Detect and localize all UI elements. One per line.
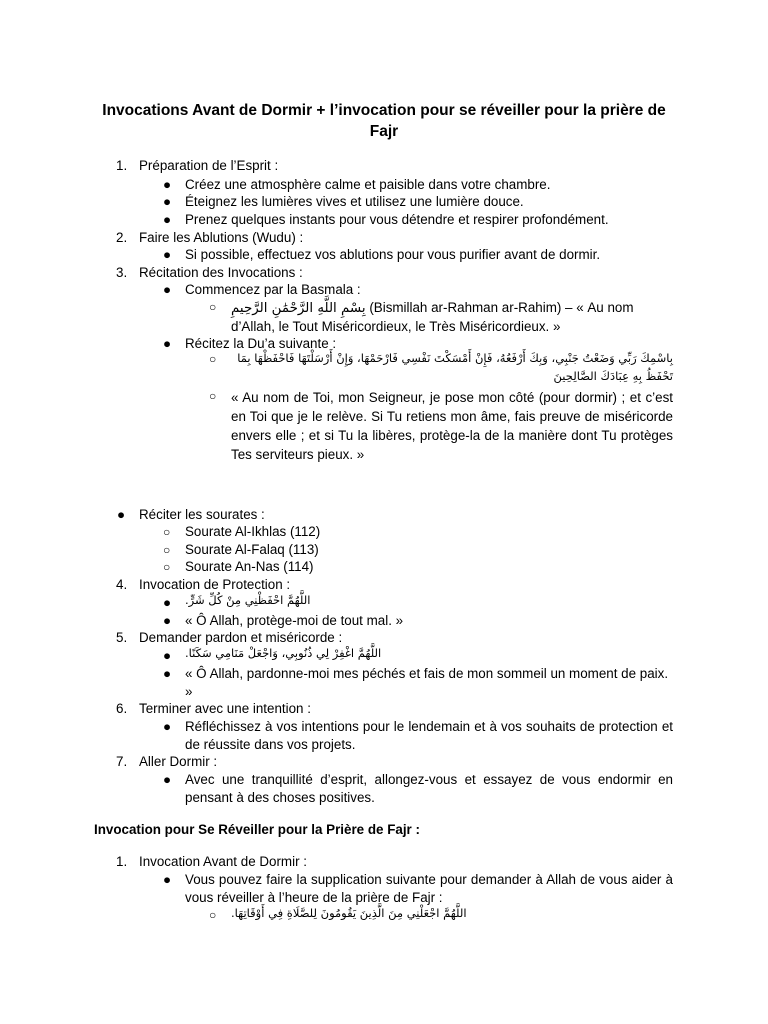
s5-translation: « Ô Allah, pardonne-moi mes péchés et fais de mon sommeil un moment de paix. » bbox=[185, 666, 669, 699]
basmala-arabic: بِسْمِ اللَّهِ الرَّحْمَٰنِ الرَّحِيمِ bbox=[231, 301, 366, 316]
circle-bullet-icon: ○ bbox=[209, 352, 217, 366]
sourate-item: Sourate Al-Falaq (113) bbox=[185, 542, 319, 557]
s1-item: Prenez quelques instants pour vous détendre et respirer profondément. bbox=[185, 212, 609, 227]
s7-heading: Aller Dormir : bbox=[139, 754, 218, 769]
bullet-icon: ● bbox=[117, 507, 126, 522]
fajr-arabic: اللَّهُمَّ اجْعَلْنِي مِنَ الَّذِينَ يَقُومُونَ لِلصَّلَاةِ فِي أَوْقَاتِهَا. bbox=[231, 906, 467, 920]
s2-number: 2. bbox=[116, 230, 128, 245]
bullet-icon: ● bbox=[163, 212, 172, 227]
s4-number: 4. bbox=[116, 577, 128, 592]
s7-item: Avec une tranquillité d’esprit, allongez-vous et essayez de vous endormir en pensant à des choses positives. bbox=[185, 772, 673, 805]
dua-translation: « Au nom de Toi, mon Seigneur, je pose mon côté (pour dormir) ; et c’est en Toi que je le relève. Si Tu retiens mon âme, fais preuve de miséricorde envers elle ; et si Tu la libères, protège-la de la manière dont Tu protèges Tes serviteurs pieux. » bbox=[231, 390, 673, 462]
s6-number: 6. bbox=[116, 701, 128, 716]
basmala-paragraph bbox=[231, 299, 673, 335]
s6-heading: Terminer avec une intention : bbox=[139, 701, 311, 716]
sourates-heading: Réciter les sourates : bbox=[139, 507, 265, 522]
s2-heading: Faire les Ablutions (Wudu) : bbox=[139, 230, 304, 245]
s2-item: Si possible, effectuez vos ablutions pour vous purifier avant de dormir. bbox=[185, 247, 601, 262]
s5-heading: Demander pardon et miséricorde : bbox=[139, 630, 343, 645]
circle-bullet-icon: ○ bbox=[209, 389, 217, 403]
s7-number: 7. bbox=[116, 754, 128, 769]
bullet-icon: ● bbox=[163, 282, 172, 297]
s1-heading: Préparation de l’Esprit : bbox=[139, 158, 279, 173]
sourate-item: Sourate An-Nas (114) bbox=[185, 559, 314, 574]
bullet-icon: ● bbox=[163, 336, 172, 351]
s1-item: Éteignez les lumières vives et utilisez une lumière douce. bbox=[185, 194, 524, 209]
page-title: Invocations Avant de Dormir + l’invocation pour se réveiller pour la prière de Fajr bbox=[102, 102, 666, 140]
bullet-icon: ● bbox=[163, 666, 172, 681]
s5-arabic: اللَّهُمَّ اغْفِرْ لِي ذُنُوبِي، وَاجْعَلْ مَنَامِي سَكَنًا. bbox=[185, 646, 382, 660]
bullet-icon: ● bbox=[163, 177, 172, 192]
s4-arabic: اللَّهُمَّ احْفَظْنِي مِنْ كُلِّ شَرٍّ. bbox=[185, 593, 311, 607]
sourate-item: Sourate Al-Ikhlas (112) bbox=[185, 524, 321, 539]
s1-item: Créez une atmosphère calme et paisible dans votre chambre. bbox=[185, 177, 551, 192]
bullet-icon: ● bbox=[163, 719, 172, 734]
s5-number: 5. bbox=[116, 630, 128, 645]
bullet-icon: ● bbox=[163, 613, 172, 628]
dua-heading: Récitez la Du’a suivante : bbox=[185, 336, 337, 351]
bullet-icon: ● bbox=[163, 247, 172, 262]
bullet-icon: ● bbox=[163, 595, 172, 610]
fajr-item: Vous pouvez faire la supplication suivante pour demander à Allah de vous aider à vous réveiller à l’heure de la prière de Fajr : bbox=[185, 872, 673, 905]
circle-bullet-icon: ○ bbox=[163, 543, 171, 557]
s3-number: 3. bbox=[116, 265, 128, 280]
dua-arabic: بِاسْمِكَ رَبِّي وَضَعْتُ جَنْبِي، وَبِكَ أَرْفَعُهُ، فَإِنْ أَمْسَكْتَ نَفْسِي فَارْحَمْهَا، وَإِنْ أَرْسَلْتَهَا فَاحْفَظْهَا بِمَا تَحْفَظُ بِهِ عِبَادَكَ الصَّالِحِينَ bbox=[237, 351, 673, 383]
bullet-icon: ● bbox=[163, 194, 172, 209]
circle-bullet-icon: ○ bbox=[163, 560, 171, 574]
s4-heading: Invocation de Protection : bbox=[139, 577, 291, 592]
s1-number: 1. bbox=[116, 158, 128, 173]
basmala-heading: Commencez par la Basmala : bbox=[185, 282, 361, 297]
bullet-icon: ● bbox=[163, 872, 172, 887]
fajr-heading: Invocation pour Se Réveiller pour la Prière de Fajr : bbox=[94, 822, 420, 837]
circle-bullet-icon: ○ bbox=[163, 525, 171, 539]
s6-item: Réfléchissez à vos intentions pour le lendemain et à vos souhaits de protection et de réussite dans vos projets. bbox=[185, 719, 673, 752]
fajr-number: 1. bbox=[116, 854, 128, 869]
bullet-icon: ● bbox=[163, 772, 172, 787]
circle-bullet-icon: ○ bbox=[209, 908, 217, 922]
fajr-subheading: Invocation Avant de Dormir : bbox=[139, 854, 307, 869]
circle-bullet-icon: ○ bbox=[209, 300, 217, 314]
s3-heading: Récitation des Invocations : bbox=[139, 265, 303, 280]
bullet-icon: ● bbox=[163, 648, 172, 663]
basmala-translation: (Bismillah ar-Rahman ar-Rahim) – « Au nom d’Allah, le Tout Miséricordieux, le Très Miséricordieux. » bbox=[231, 300, 634, 334]
s4-translation: « Ô Allah, protège-moi de tout mal. » bbox=[185, 613, 404, 628]
